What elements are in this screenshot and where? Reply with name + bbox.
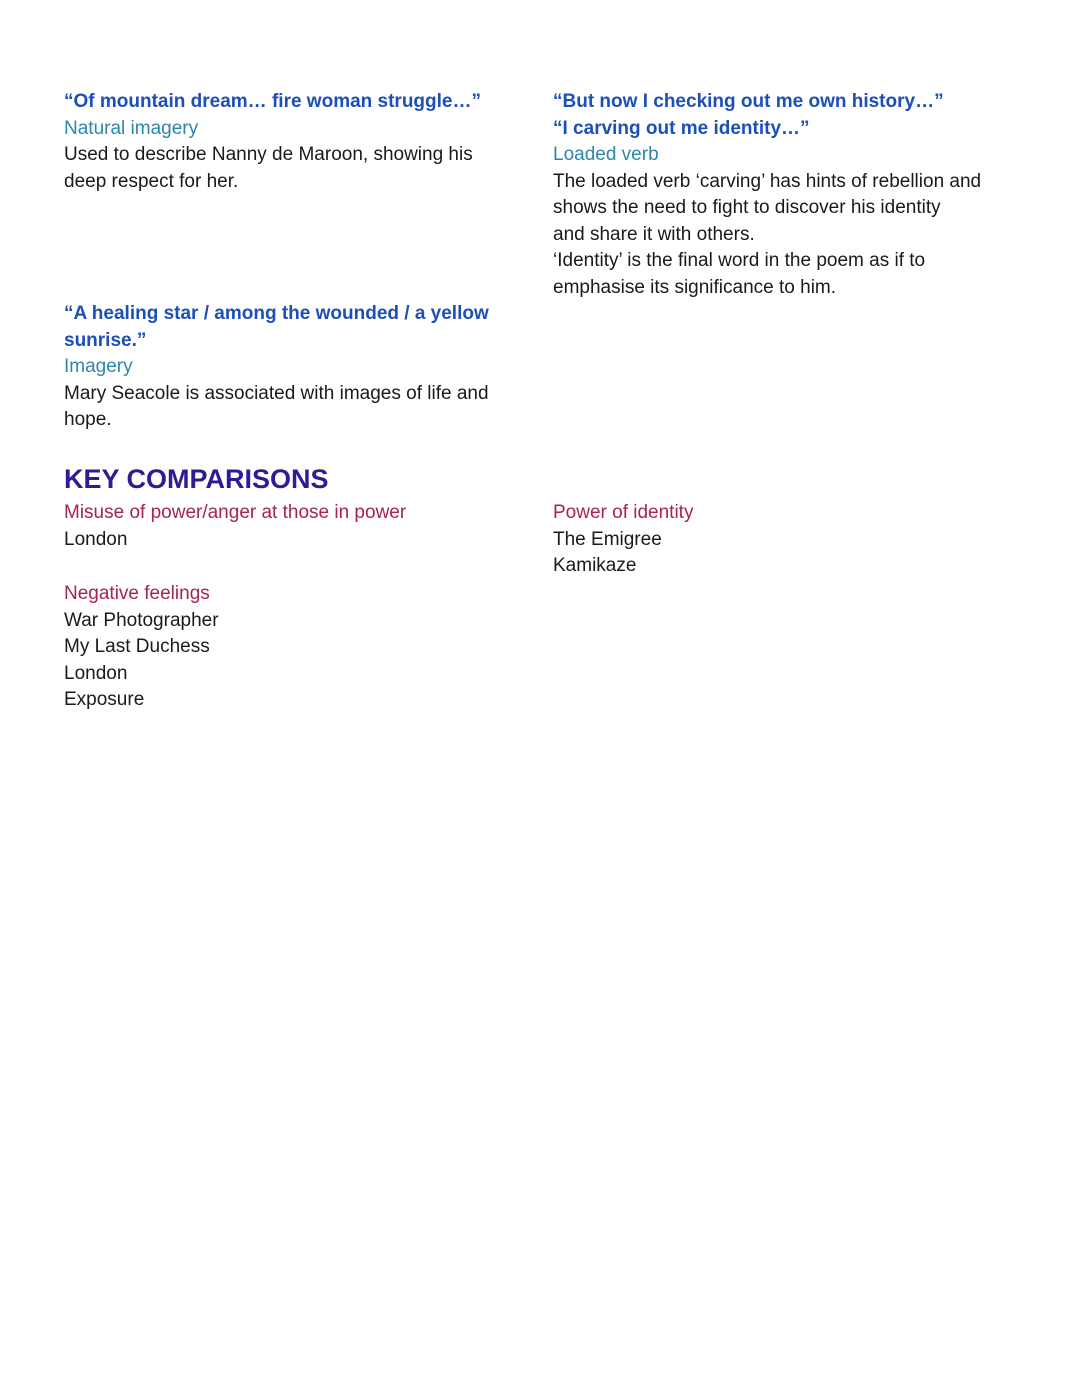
analysis-line: shows the need to fight to discover his identity — [553, 197, 941, 218]
technique-label: Natural imagery — [64, 117, 199, 139]
analysis-line: Mary Seacole is associated with images of life and — [64, 382, 489, 404]
poem-title: Kamikaze — [553, 555, 637, 576]
comparison-theme: Negative feelings — [64, 583, 210, 604]
quote-block-healing-star — [64, 301, 534, 434]
quote-line: “I carving out me identity…” — [553, 117, 810, 139]
analysis-line: deep respect for her. — [64, 170, 239, 192]
comparison-negative-feelings — [64, 581, 534, 714]
poem-title: My Last Duchess — [64, 636, 210, 657]
comparison-theme: Misuse of power/anger at those in power — [64, 502, 407, 523]
comparison-misuse-of-power — [64, 500, 534, 553]
analysis-line: The loaded verb ‘carving’ has hints of rebellion and — [553, 170, 982, 192]
analysis-line: ‘Identity’ is the final word in the poem as if to — [553, 250, 926, 271]
quote-line: “Of mountain dream… fire woman struggle…” — [64, 91, 481, 112]
analysis-line: Used to describe Nanny de Maroon, showing his — [64, 144, 473, 165]
analysis-line: hope. — [64, 409, 112, 430]
technique-label: Loaded verb — [553, 144, 659, 165]
key-comparisons-heading: KEY COMPARISONS — [64, 464, 329, 494]
quote-line: “But now I checking out me own history…” — [553, 91, 944, 112]
comparison-power-of-identity — [553, 500, 1023, 580]
poem-title: London — [64, 662, 128, 684]
quote-block-own-history — [553, 89, 1023, 301]
poem-title: War Photographer — [64, 609, 219, 631]
quote-line: “A healing star / among the wounded / a yellow — [64, 303, 489, 324]
poem-title: London — [64, 528, 128, 550]
poem-title: Exposure — [64, 689, 145, 710]
technique-label: Imagery — [64, 356, 133, 377]
analysis-line: emphasise its significance to him. — [553, 276, 837, 298]
quote-line: sunrise.” — [64, 329, 147, 351]
analysis-line: and share it with others. — [553, 223, 755, 245]
comparison-theme: Power of identity — [553, 502, 694, 523]
quote-block-mountain-dream — [64, 89, 534, 195]
poem-title: The Emigree — [553, 528, 662, 550]
